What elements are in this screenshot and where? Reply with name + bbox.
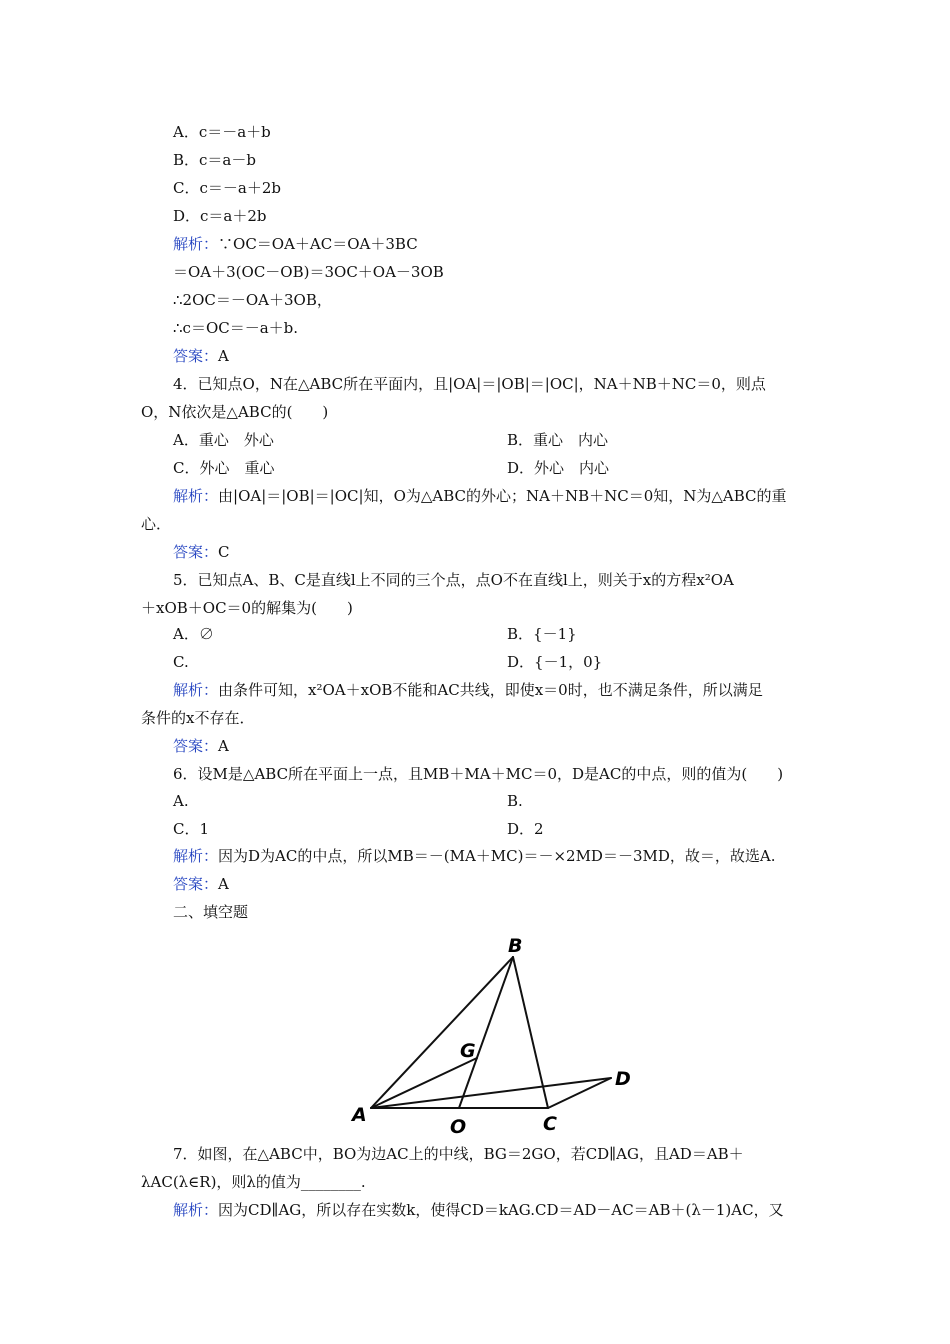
q4-option-c: C．外心 重心 [173,459,275,477]
q6-stem-line-1: 6．设M是△ABC所在平面上一点，且MB＋MA＋MC＝0，D是AC的中点，则的值为( ) [173,765,784,783]
answer-label: 答案： [173,737,219,755]
q4-solution-text: 由|OA|＝|OB|＝|OC|知，O为△ABC的外心；NA＋NB＋NC＝0知，N为△ABC的重 [218,487,787,505]
answer-label: 答案： [173,347,219,365]
solution-label: 解析： [173,1201,219,1219]
label-b: B [508,935,523,957]
q3-option-d: D．c＝a＋2b [173,207,267,225]
q6-option-b: B. [507,792,523,810]
q5-stem-line-1: 5．已知点A、B、C是直线l上不同的三个点，点O不在直线l上，则关于x的方程x²OA [173,571,734,589]
q4-option-b: B．重心 内心 [507,431,609,449]
label-c: C [543,1113,557,1135]
q5-answer-value: A [218,737,229,755]
q5-solution-line-2: 条件的x不存在． [141,709,255,727]
q5-solution-text: 由条件可知，x²OA＋xOB不能和AC共线，即使x＝0时，也不满足条件，所以满足 [218,681,763,699]
q5-option-b: B．{－1} [507,625,577,643]
solution-label: 解析： [173,847,219,865]
q4-stem-line-2: O，N依次是△ABC的( ) [141,403,329,421]
segment-ad [371,1078,611,1108]
q7-stem-line-2: λAC(λ∈R)，则λ的值为________. [141,1173,366,1191]
q3-option-c: C．c＝－a＋2b [173,179,281,197]
q3-option-b: B．c＝a－b [173,151,256,169]
segment-ab [371,957,513,1108]
q6-answer-value: A [218,875,229,893]
segment-bo [459,957,513,1108]
q4-solution-line-2: 心． [141,515,172,533]
solution-label: 解析： [173,681,219,699]
label-g: G [460,1040,476,1062]
label-o: O [450,1116,467,1138]
q5-option-a: A．∅ [173,625,214,643]
q6-option-a: A. [173,792,189,810]
q6-option-d: D．2 [507,820,544,838]
answer-label: 答案： [173,543,219,561]
q6-option-c: C．1 [173,820,210,838]
q3-solution-line-3: ∴2OC＝－OA＋3OB， [173,291,332,309]
section-title: 二、填空题 [173,903,249,921]
answer-label: 答案： [173,875,219,893]
q7-solution-text: 因为CD∥AG，所以存在实数k，使得CD＝kAG.CD＝AD－AC＝AB＋(λ－1)AC，又 [218,1201,784,1219]
q4-option-a: A．重心 外心 [173,431,274,449]
q5-option-c: C. [173,653,189,671]
q4-answer-value: C [218,543,230,561]
q4-option-d: D．外心 内心 [507,459,610,477]
label-d: D [615,1068,631,1090]
q3-solution-text: ∵OC＝OA＋AC＝OA＋3BC [218,235,418,253]
q4-stem-line-1: 4．已知点O，N在△ABC所在平面内，且|OA|＝|OB|＝|OC|，NA＋NB＋NC＝0，则点 [173,375,766,393]
q3-solution-line-4: ∴c＝OC＝－a＋b. [173,319,299,337]
q7-solution-line-1 [173,1200,784,1220]
q3-answer-value: A [218,347,229,365]
solution-label: 解析： [173,235,219,253]
q5-stem-line-2: ＋xOB＋OC＝0的解集为( ) [141,599,353,617]
q3-solution-line-2: ＝OA＋3(OC－OB)＝3OC＋OA－3OB [173,263,444,281]
label-a: A [352,1104,367,1126]
q6-solution-text: 因为D为AC的中点，所以MB＝－(MA＋MC)＝－×2MD＝－3MD，故＝，故选A. [218,847,776,865]
q5-option-d: D．{－1，0} [507,653,603,671]
solution-label: 解析： [173,487,219,505]
segment-bc [513,957,548,1108]
q3-option-a: A．c＝－a＋b [173,123,271,141]
q7-stem-line-1: 7．如图，在△ABC中，BO为边AC上的中线，BG＝2GO，若CD∥AG，且AD＝AB＋ [173,1145,744,1163]
